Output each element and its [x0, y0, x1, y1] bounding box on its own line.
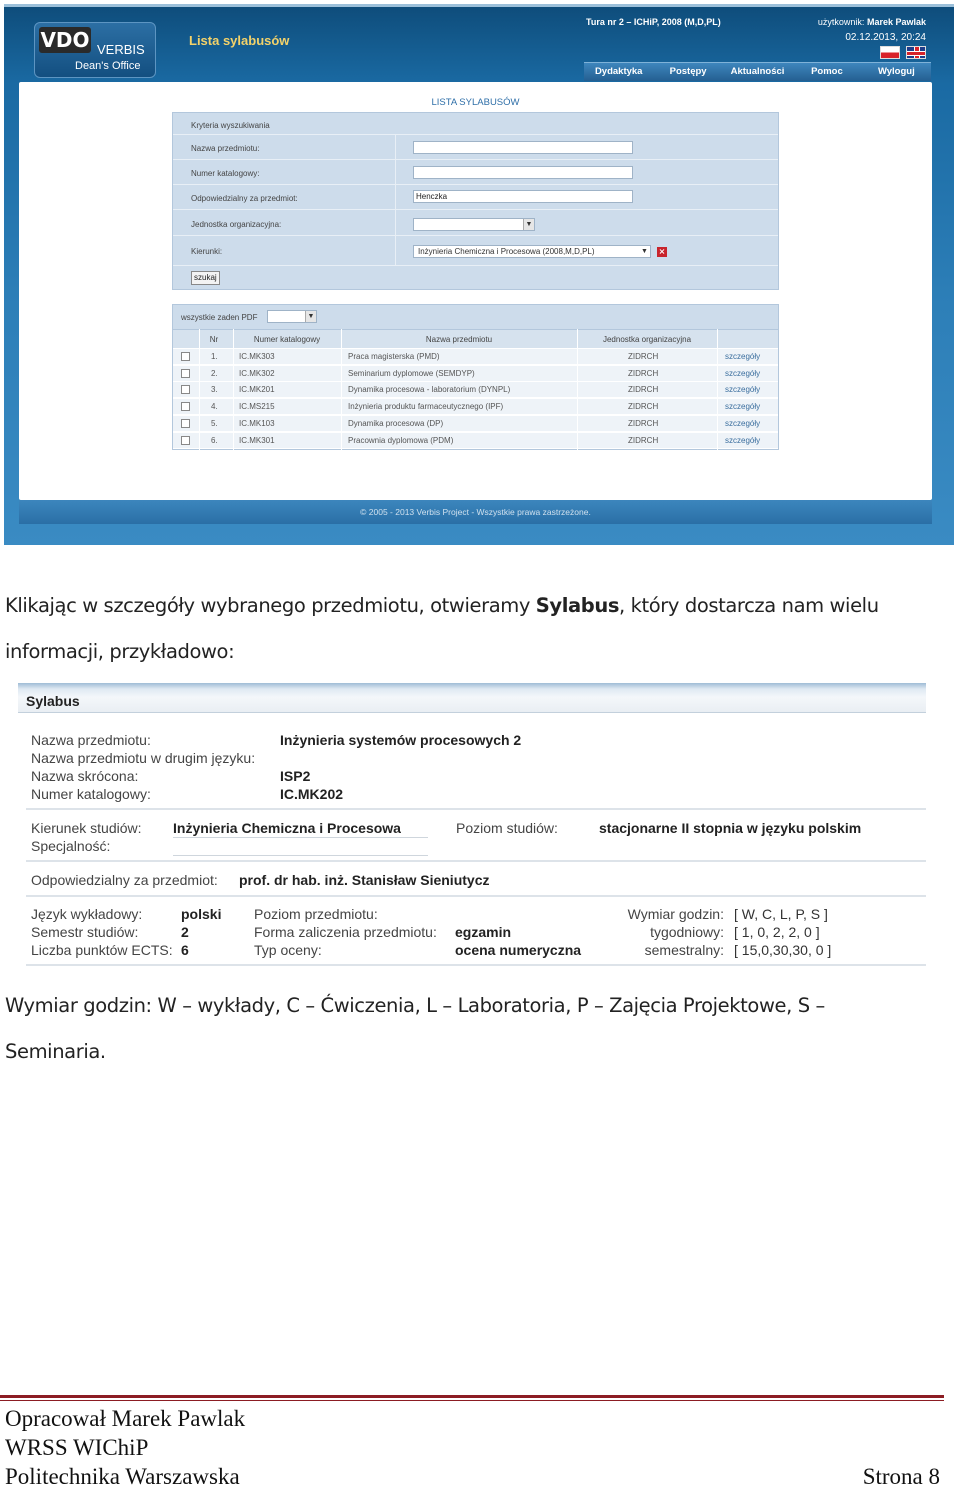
divider — [26, 808, 926, 810]
table-row — [173, 416, 778, 432]
row-subject: Dynamika procesowa (DP) — [348, 418, 444, 428]
col-catalog[interactable]: Numer katalogowy — [253, 335, 321, 344]
row-checkbox[interactable] — [181, 385, 190, 394]
pdf-select[interactable] — [267, 310, 317, 323]
details-link[interactable]: szczegóły — [725, 402, 761, 412]
table-header — [173, 329, 778, 348]
exam-form-value: egzamin — [455, 924, 512, 940]
row-subject: Dynamika procesowa - laboratorium (DYNPL) — [348, 385, 511, 395]
clear-field-icon[interactable]: × — [658, 247, 666, 256]
subject-input[interactable] — [413, 141, 633, 154]
search-criteria-label: Kryteria wyszukiwania — [191, 121, 270, 130]
row-nr: 4. — [211, 402, 218, 412]
app-page-title: Lista sylabusów — [189, 33, 290, 48]
menu-item-dydaktyka[interactable]: Dydaktyka — [594, 66, 643, 77]
grade-type-value: ocena numeryczna — [455, 942, 582, 958]
top-line — [4, 4, 954, 7]
name2-label: Nazwa przedmiotu w drugim języku: — [31, 750, 256, 766]
chevron-down-icon[interactable]: ▼ — [641, 248, 648, 255]
catalog-input[interactable] — [413, 166, 633, 179]
col-subject[interactable]: Nazwa przedmiotu — [425, 335, 493, 344]
menu-item-wyloguj[interactable]: Wyloguj — [877, 66, 915, 77]
short-label: Nazwa skrócona: — [31, 768, 139, 784]
field-row — [173, 236, 778, 266]
row-checkbox[interactable] — [181, 419, 190, 428]
row-unit: ZIDRCH — [628, 368, 659, 378]
table-row — [173, 349, 778, 365]
row-unit: ZIDRCH — [628, 402, 659, 412]
english-flag-icon[interactable] — [906, 46, 926, 59]
language-flags — [880, 46, 926, 59]
menu-item-postepy[interactable]: Postępy — [669, 66, 707, 77]
panel-title: LISTA SYLABUSÓW — [431, 97, 520, 108]
row-subject: Pracownia dyplomowa (PDM) — [348, 435, 454, 445]
spec-label: Specjalność: — [31, 838, 111, 854]
subject-level-label: Poziom przedmiotu: — [254, 906, 378, 922]
row-nr: 6. — [211, 435, 218, 445]
col-unit[interactable]: Jednostka organizacyjna — [602, 335, 692, 344]
field-select[interactable] — [413, 245, 651, 258]
field-label: Kierunki: — [191, 247, 223, 256]
col-divider — [233, 329, 234, 451]
row-nr: 1. — [211, 352, 218, 361]
semester-value: 2 — [181, 924, 189, 940]
catalog-label: Numer katalogowy: — [191, 169, 260, 178]
footer-school: Politechnika Warszawska — [5, 1464, 240, 1486]
menu-item-aktualnosci[interactable]: Aktualności — [730, 66, 785, 77]
footer-author: Opracował Marek Pawlak — [5, 1406, 246, 1431]
footer-rule — [0, 1395, 944, 1398]
results-toolbar — [173, 305, 778, 329]
table-row — [173, 382, 778, 398]
field-value: Inżynieria Chemiczna i Procesowa — [173, 820, 401, 836]
pdf-label: wszystkie zaden PDF — [181, 313, 258, 322]
catalog-row — [173, 160, 778, 185]
level-label: Poziom studiów: — [456, 820, 558, 836]
ects-value: 6 — [181, 942, 189, 958]
user-name: Marek Pawlak — [866, 17, 926, 27]
logo-verbis-text: VERBIS — [97, 42, 145, 57]
short-value: ISP2 — [280, 768, 311, 784]
intro-text: Klikając w szczegóły wybranego przedmiotu, otwieramy — [5, 594, 536, 617]
user-label: użytkownik: — [817, 17, 865, 27]
col-divider — [577, 329, 578, 451]
intro-bold: Sylabus — [535, 594, 620, 617]
semestral-value: [ 15,0,30,30, 0 ] — [734, 942, 832, 958]
row-subject: Inżynieria produktu farmaceutycznego (IPF) — [348, 402, 504, 412]
table-row — [173, 399, 778, 415]
row-nr: 3. — [211, 385, 218, 395]
footer-unit: WRSS WIChiP — [5, 1435, 149, 1460]
details-link[interactable]: szczegóły — [725, 368, 761, 378]
row-subject: Seminarium dyplomowe (SEMDYP) — [348, 368, 475, 378]
main-menu — [584, 62, 931, 81]
name-value: Inżynieria systemów procesowych 2 — [280, 732, 522, 748]
details-link[interactable]: szczegóły — [725, 435, 761, 445]
row-checkbox[interactable] — [181, 402, 190, 411]
responsible-label: Odpowiedzialny za przedmiot: — [31, 872, 218, 888]
page-number: Strona 8 — [862, 1464, 940, 1486]
row-code: IC.MK302 — [239, 368, 275, 378]
sylabus-header — [18, 683, 926, 713]
intro-text: , który dostarcza nam wielu — [619, 594, 879, 617]
weekly-label: tygodniowy: — [650, 924, 724, 940]
exam-form-label: Forma zaliczenia przedmiotu: — [254, 924, 437, 940]
results-table — [172, 304, 779, 450]
row-checkbox[interactable] — [181, 369, 190, 378]
responsible-row — [173, 185, 778, 210]
spec-underline — [173, 855, 428, 856]
grade-type-label: Typ oceny: — [254, 942, 322, 958]
content-panel — [19, 82, 932, 500]
logo-vdo-text: VDO — [40, 28, 90, 52]
row-code: IC.MS215 — [239, 402, 275, 412]
responsible-label: Odpowiedzialny za przedmiot: — [191, 194, 298, 203]
subject-label: Nazwa przedmiotu: — [191, 144, 260, 153]
search-button[interactable]: szukaj — [191, 271, 220, 285]
chevron-down-icon[interactable]: ▼ — [523, 219, 534, 230]
table-row — [173, 433, 778, 449]
row-nr: 5. — [211, 418, 218, 428]
row-unit: ZIDRCH — [628, 385, 659, 395]
intro-paragraph-line2: informacji, przykładowo: — [5, 640, 235, 663]
row-subject: Praca magisterska (PMD) — [348, 352, 440, 361]
polish-flag-icon[interactable] — [880, 46, 900, 59]
col-divider — [341, 329, 342, 451]
row-checkbox[interactable] — [181, 436, 190, 445]
footer-rule — [0, 1400, 944, 1401]
details-link[interactable]: szczegóły — [725, 352, 761, 361]
unit-row — [173, 210, 778, 236]
divider — [26, 964, 926, 966]
row-unit: ZIDRCH — [628, 352, 659, 361]
divider — [26, 895, 926, 897]
weekly-value: [ 1, 0, 2, 2, 0 ] — [734, 924, 820, 940]
field-select-value: Inżynieria Chemiczna i Procesowa (2008,M,D,PL) — [418, 247, 595, 256]
chevron-down-icon[interactable]: ▼ — [305, 311, 316, 322]
row-nr: 2. — [211, 368, 218, 378]
row-unit: ZIDRCH — [628, 435, 659, 445]
menu-item-pomoc[interactable]: Pomoc — [811, 66, 843, 77]
row-code: IC.MK201 — [239, 385, 275, 395]
col-nr[interactable]: Nr — [209, 335, 219, 344]
legend-paragraph-line1: Wymiar godzin: W – wykłady, C – Ćwiczenia, L – Laboratoria, P – Zajęcia Projektowe, S – — [5, 994, 825, 1017]
hours-label: Wymiar godzin: — [627, 906, 724, 922]
row-code: IC.MK301 — [239, 435, 275, 445]
sylabus-title: Sylabus — [26, 693, 80, 709]
session-info: Tura nr 2 – ICHiP, 2008 (M,D,PL) — [586, 17, 721, 27]
divider — [26, 860, 926, 862]
intro-paragraph-line1 — [5, 594, 879, 617]
field-underline — [173, 837, 428, 838]
unit-label: Jednostka organizacyjna: — [191, 220, 282, 229]
ects-label: Liczba punktów ECTS: — [31, 942, 173, 958]
row-checkbox[interactable] — [181, 352, 190, 361]
vdo-screenshot — [4, 4, 954, 545]
user-info — [818, 17, 926, 27]
catalog-value: IC.MK202 — [280, 786, 344, 802]
name-label: Nazwa przedmiotu: — [31, 732, 151, 748]
catalog-label: Numer katalogowy: — [31, 786, 151, 802]
subject-row — [173, 135, 778, 160]
hours-value: [ W, C, L, P, S ] — [734, 906, 828, 922]
col-divider — [717, 329, 718, 451]
row-code: IC.MK303 — [239, 352, 275, 361]
level-value: stacjonarne II stopnia w języku polskim — [599, 820, 862, 836]
row-unit: ZIDRCH — [628, 418, 659, 428]
col-divider — [199, 329, 200, 451]
details-link[interactable]: szczegóły — [725, 385, 761, 395]
search-form — [172, 112, 779, 290]
legend-paragraph-line2: Seminaria. — [5, 1040, 106, 1063]
lang-label: Język wykładowy: — [31, 906, 143, 922]
unit-select[interactable] — [413, 218, 535, 231]
lang-value: polski — [181, 906, 222, 922]
datetime: 02.12.2013, 20:24 — [845, 32, 926, 43]
details-link[interactable]: szczegóły — [725, 418, 761, 428]
sylabus-screenshot — [18, 683, 926, 967]
vdo-logo[interactable] — [34, 22, 156, 78]
search-criteria-row — [173, 113, 778, 135]
responsible-value: prof. dr hab. inż. Stanisław Sieniutycz — [239, 872, 490, 888]
table-row — [173, 366, 778, 382]
responsible-input[interactable]: Henczka — [413, 190, 633, 203]
semestral-label: semestralny: — [644, 942, 724, 958]
semester-label: Semestr studiów: — [31, 924, 139, 940]
logo-subtitle: Dean's Office — [75, 60, 141, 72]
field-label: Kierunek studiów: — [31, 820, 142, 836]
row-code: IC.MK103 — [239, 418, 275, 428]
app-footer: © 2005 - 2013 Verbis Project - Wszystkie prawa zastrzeżone. — [19, 500, 932, 524]
